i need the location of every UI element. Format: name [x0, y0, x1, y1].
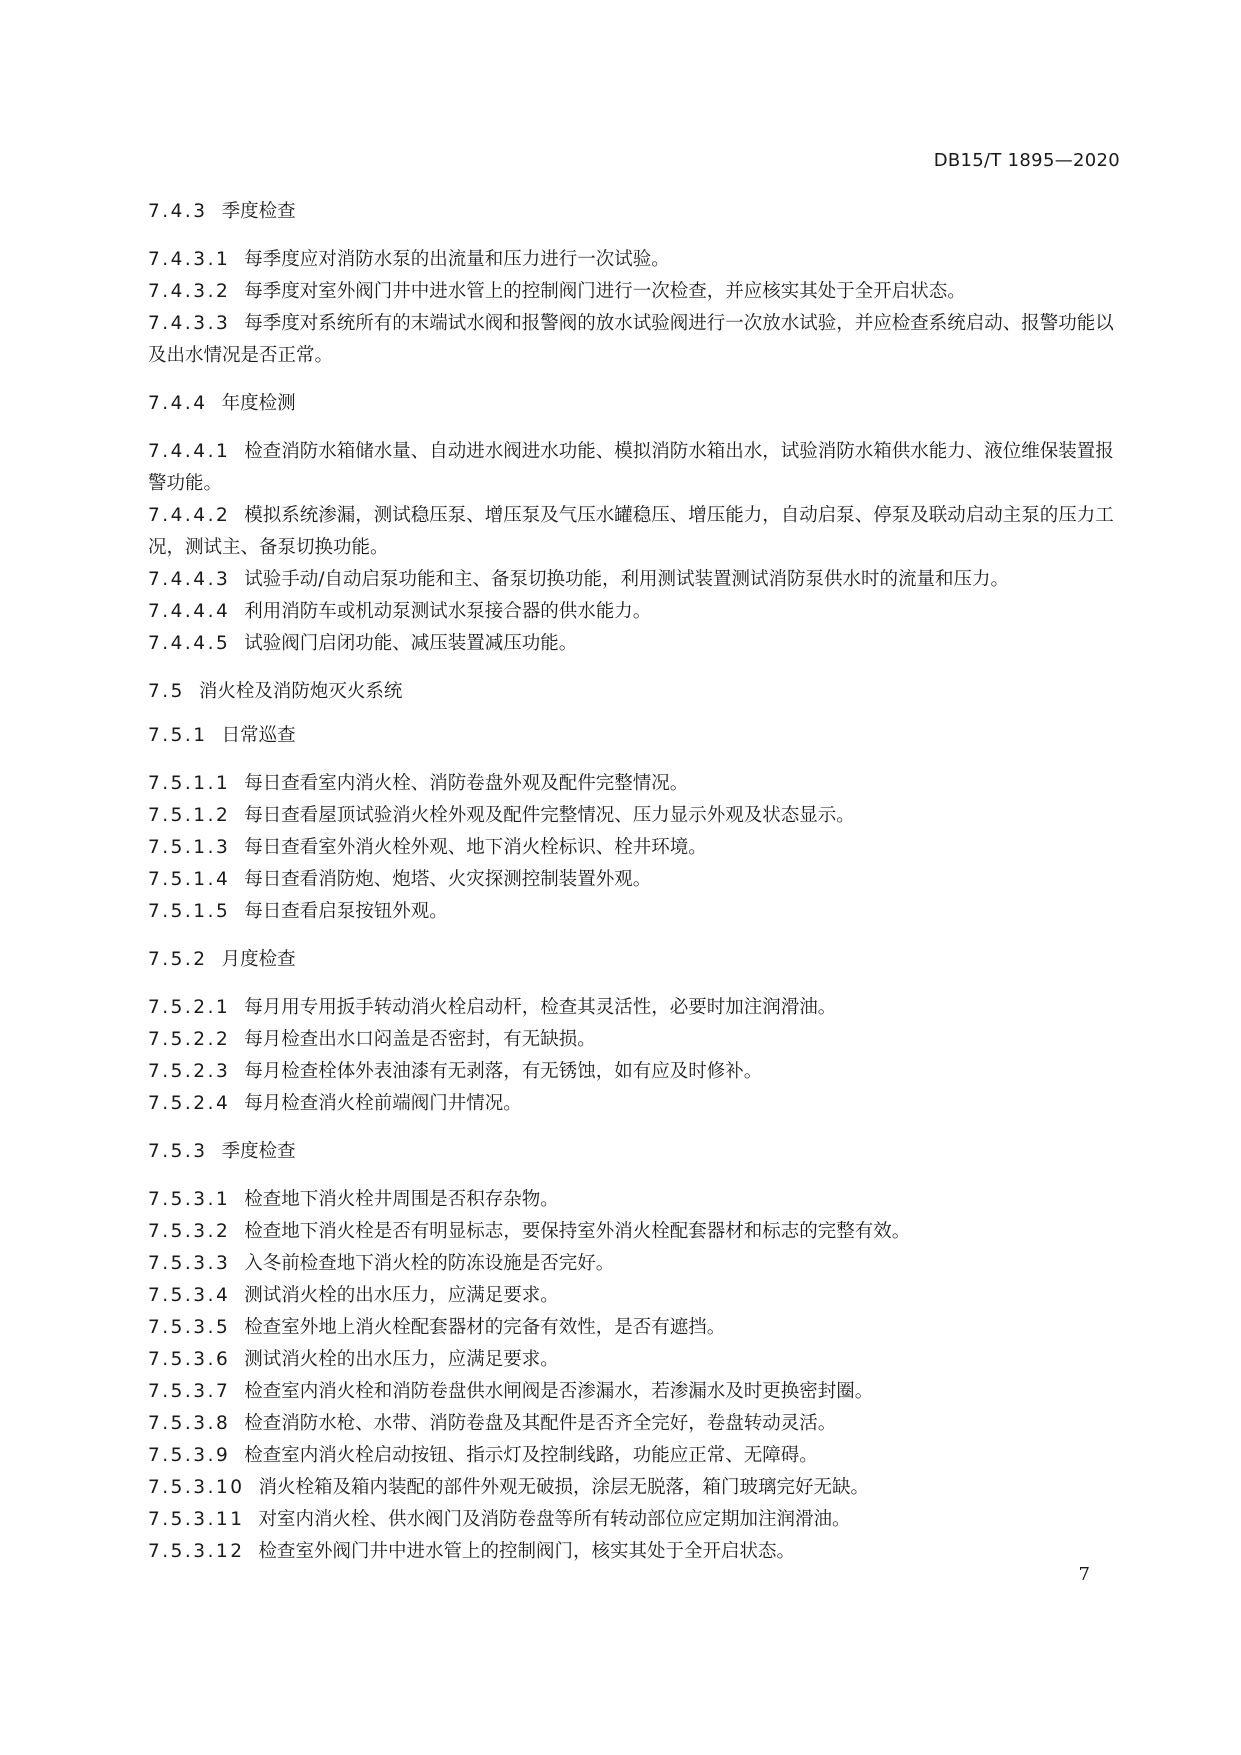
- clause-text: 检查室内消火栓启动按钮、指示灯及控制线路，功能应正常、无障碍。: [244, 1445, 818, 1466]
- clause-text: 检查地下消火栓是否有明显标志，要保持室外消火栓配套器材和标志的完整有效。: [244, 1221, 911, 1242]
- clause-text: 模拟系统渗漏，测试稳压泵、增压泵及气压水罐稳压、增压能力，自动启泵、停泵及联动启动主泵的压力工况，测试主、备泵切换功能。: [148, 505, 1114, 558]
- clause-text: 每日查看室外消火栓外观、地下消火栓标识、栓井环境。: [244, 837, 707, 858]
- clause-number: 7.4.3.2: [148, 281, 231, 302]
- clause-number: 7.5.3.12: [148, 1541, 245, 1562]
- clause-text: 利用消防车或机动泵测试水泵接合器的供水能力。: [244, 601, 652, 622]
- clause-number: 7.5.2.1: [148, 997, 231, 1018]
- clause: [148, 276, 1124, 308]
- document-body: [148, 200, 1124, 1568]
- clause-text: 消火栓箱及箱内装配的部件外观无破损，涂层无脱落，箱门玻璃完好无缺。: [258, 1477, 870, 1498]
- section-number: 7.5.3: [148, 1141, 208, 1162]
- section-title: 月度检查: [221, 949, 296, 970]
- section-heading: [148, 200, 1124, 224]
- clause: [148, 1504, 1124, 1536]
- section-title: 日常巡查: [221, 725, 296, 746]
- section-title: 季度检查: [221, 201, 296, 222]
- clause: [148, 896, 1124, 928]
- clause-number: 7.5.3.2: [148, 1221, 231, 1242]
- clause-text: 每季度对系统所有的末端试水阀和报警阀的放水试验阀进行一次放水试验，并应检查系统启动、报警功能以及出水情况是否正常。: [148, 313, 1114, 366]
- clause-number: 7.5.1.5: [148, 901, 231, 922]
- clause: [148, 1056, 1124, 1088]
- clause-number: 7.5.3.7: [148, 1381, 231, 1402]
- clause-number: 7.5.2.3: [148, 1061, 231, 1082]
- clause: [148, 500, 1124, 564]
- clause-text: 每季度应对消防水泵的出流量和压力进行一次试验。: [244, 249, 670, 270]
- clause: [148, 1024, 1124, 1056]
- clause-number: 7.4.4.3: [148, 569, 231, 590]
- clause-number: 7.4.3.3: [148, 313, 231, 334]
- section-number: 7.4.3: [148, 201, 208, 222]
- clause: [148, 596, 1124, 628]
- section-heading: [148, 392, 1124, 416]
- clause: [148, 1440, 1124, 1472]
- clause-text: 检查消防水枪、水带、消防卷盘及其配件是否齐全完好，卷盘转动灵活。: [244, 1413, 837, 1434]
- clause-text: 对室内消火栓、供水阀门及消防卷盘等所有转动部位应定期加注润滑油。: [258, 1509, 851, 1530]
- clause-text: 检查室外阀门井中进水管上的控制阀门，核实其处于全开启状态。: [258, 1541, 796, 1562]
- clause-number: 7.4.4.5: [148, 633, 231, 654]
- section-heading: [148, 680, 1124, 704]
- clause-text: 检查地下消火栓井周围是否积存杂物。: [244, 1189, 559, 1210]
- clause: [148, 1472, 1124, 1504]
- clause: [148, 992, 1124, 1024]
- clause-text: 检查室内消火栓和消防卷盘供水闸阀是否渗漏水，若渗漏水及时更换密封圈。: [244, 1381, 874, 1402]
- clause-text: 每日查看屋顶试验消火栓外观及配件完整情况、压力显示外观及状态显示。: [244, 805, 855, 826]
- clause: [148, 768, 1124, 800]
- clause: [148, 832, 1124, 864]
- clause-number: 7.5.1.4: [148, 869, 231, 890]
- clause-number: 7.5.3.1: [148, 1189, 231, 1210]
- clause-number: 7.5.1.3: [148, 837, 231, 858]
- clause-number: 7.5.1.2: [148, 805, 231, 826]
- clause: [148, 628, 1124, 660]
- clause-number: 7.5.3.11: [148, 1509, 245, 1530]
- section-title: 季度检查: [221, 1141, 296, 1162]
- clause-text: 每月检查栓体外表油漆有无剥落，有无锈蚀，如有应及时修补。: [244, 1061, 763, 1082]
- clause: [148, 1344, 1124, 1376]
- clause-text: 每日查看消防炮、炮塔、火灾探测控制装置外观。: [244, 869, 652, 890]
- clause-text: 测试消火栓的出水压力，应满足要求。: [244, 1349, 559, 1370]
- section-number: 7.5.1: [148, 725, 208, 746]
- clause-text: 检查室外地上消火栓配套器材的完备有效性，是否有遮挡。: [244, 1317, 726, 1338]
- clause-text: 检查消防水箱储水量、自动进水阀进水功能、模拟消防水箱出水，试验消防水箱供水能力、液位维保装置报警功能。: [148, 441, 1114, 494]
- clause-number: 7.5.1.1: [148, 773, 231, 794]
- section-number: 7.5: [148, 681, 185, 702]
- clause: [148, 1184, 1124, 1216]
- clause: [148, 1248, 1124, 1280]
- clause: [148, 244, 1124, 276]
- clause-number: 7.5.3.6: [148, 1349, 231, 1370]
- clause: [148, 1312, 1124, 1344]
- clause: [148, 800, 1124, 832]
- clause-text: 每季度对室外阀门井中进水管上的控制阀门进行一次检查，并应核实其处于全开启状态。: [244, 281, 966, 302]
- section-heading: [148, 948, 1124, 972]
- clause: [148, 1088, 1124, 1120]
- clause-number: 7.5.3.8: [148, 1413, 231, 1434]
- clause-text: 每月用专用扳手转动消火栓启动杆，检查其灵活性，必要时加注润滑油。: [244, 997, 837, 1018]
- clause: [148, 1280, 1124, 1312]
- clause: [148, 1216, 1124, 1248]
- clause-number: 7.5.2.2: [148, 1029, 231, 1050]
- clause-text: 试验阀门启闭功能、减压装置减压功能。: [244, 633, 578, 654]
- document-code: DB15/T 1895—2020: [933, 150, 1120, 171]
- section-title: 消火栓及消防炮灭火系统: [198, 681, 403, 702]
- section-heading: [148, 1140, 1124, 1164]
- clause-number: 7.5.3.9: [148, 1445, 231, 1466]
- clause: [148, 1376, 1124, 1408]
- clause: [148, 564, 1124, 596]
- clause-number: 7.5.3.5: [148, 1317, 231, 1338]
- clause-text: 每日查看室内消火栓、消防卷盘外观及配件完整情况。: [244, 773, 689, 794]
- clause: [148, 1408, 1124, 1440]
- clause-number: 7.5.3.10: [148, 1477, 245, 1498]
- section-heading: [148, 724, 1124, 748]
- clause-text: 试验手动/自动启泵功能和主、备泵切换功能，利用测试装置测试消防泵供水时的流量和压力。: [244, 569, 1009, 590]
- clause-text: 每月检查出水口闷盖是否密封，有无缺损。: [244, 1029, 596, 1050]
- clause-number: 7.5.2.4: [148, 1093, 231, 1114]
- clause-number: 7.4.4.1: [148, 441, 231, 462]
- section-number: 7.5.2: [148, 949, 208, 970]
- page-number: 7: [1078, 1564, 1090, 1585]
- clause-text: 入冬前检查地下消火栓的防冻设施是否完好。: [244, 1253, 615, 1274]
- clause-number: 7.4.4.4: [148, 601, 231, 622]
- clause-text: 每月检查消火栓前端阀门井情况。: [244, 1093, 522, 1114]
- section-title: 年度检测: [221, 393, 296, 414]
- clause-text: 每日查看启泵按钮外观。: [244, 901, 448, 922]
- clause: [148, 1536, 1124, 1568]
- clause: [148, 308, 1124, 372]
- section-number: 7.4.4: [148, 393, 208, 414]
- clause-number: 7.5.3.3: [148, 1253, 231, 1274]
- clause-number: 7.4.4.2: [148, 505, 231, 526]
- clause-number: 7.4.3.1: [148, 249, 231, 270]
- clause: [148, 864, 1124, 896]
- clause: [148, 436, 1124, 500]
- clause-number: 7.5.3.4: [148, 1285, 231, 1306]
- clause-text: 测试消火栓的出水压力，应满足要求。: [244, 1285, 559, 1306]
